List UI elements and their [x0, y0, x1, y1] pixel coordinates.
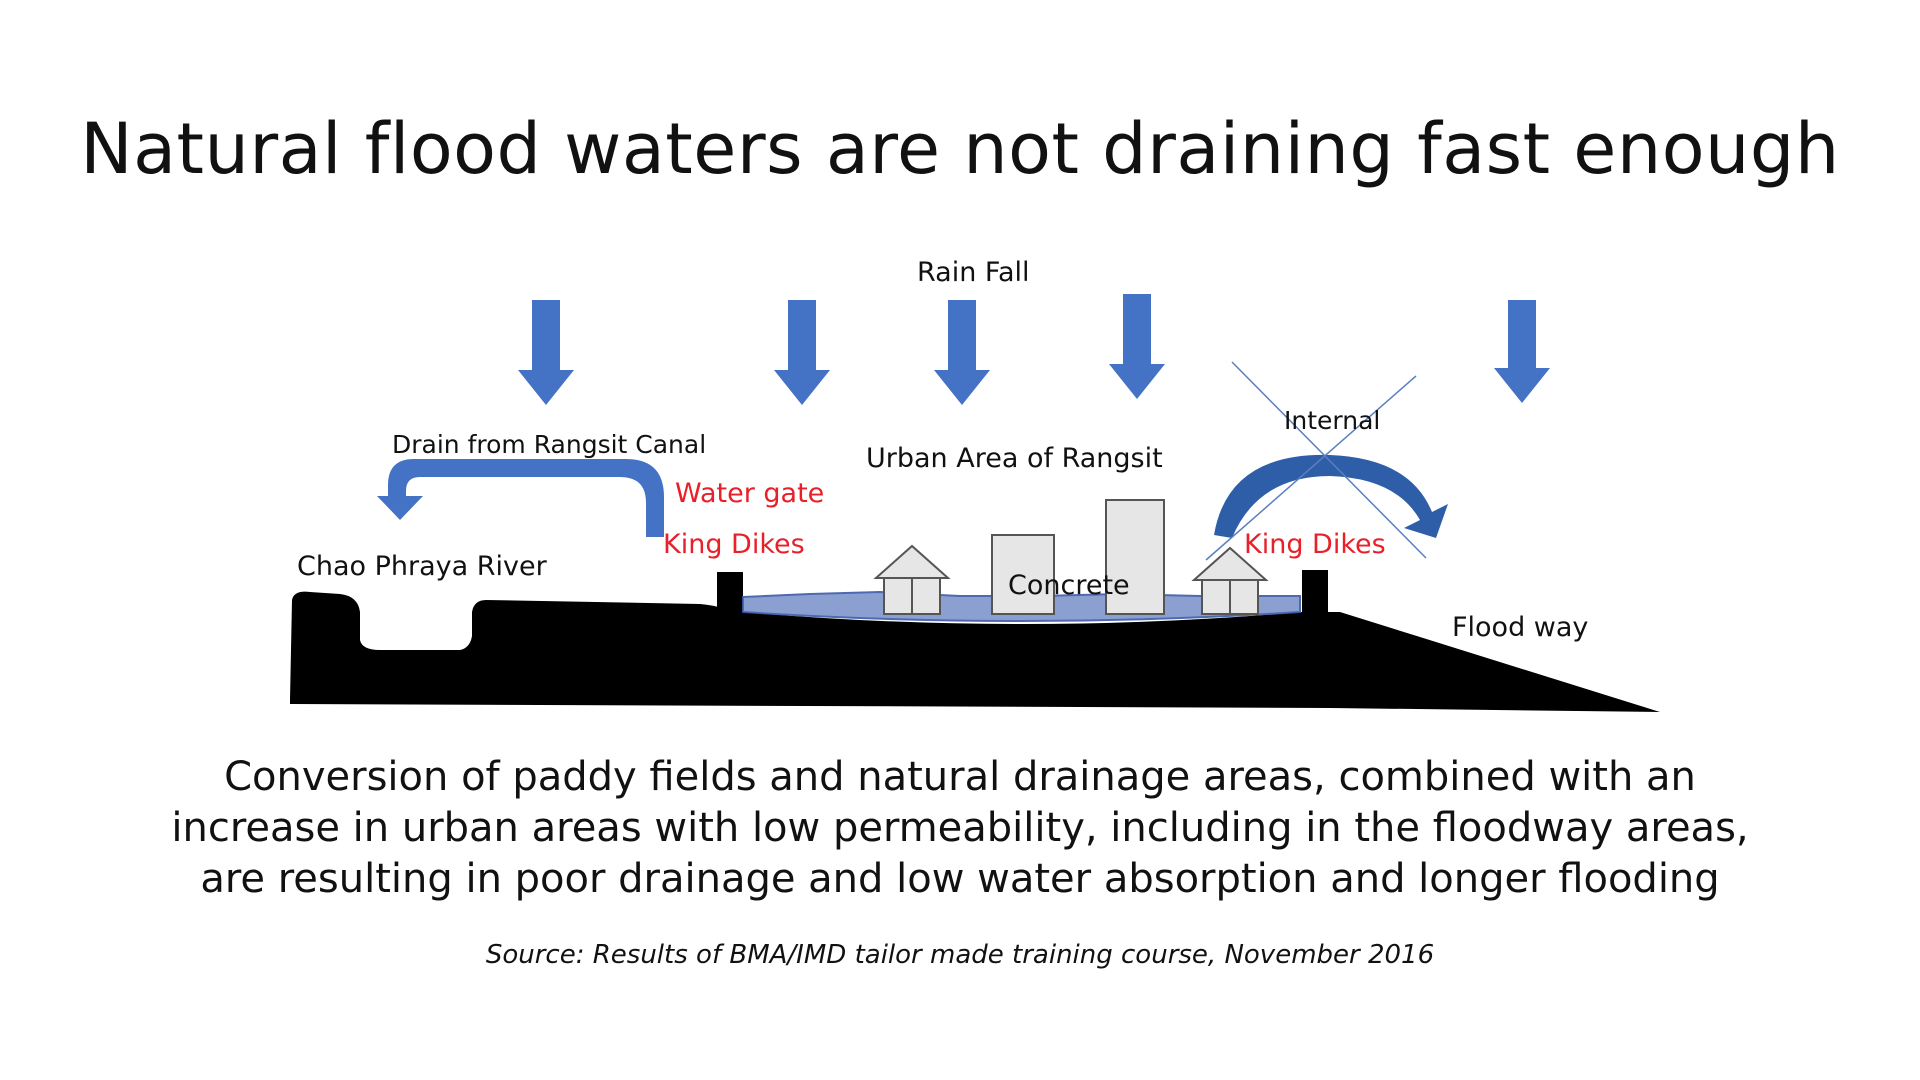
- house-icon: [876, 546, 948, 578]
- caption: [160, 752, 1760, 905]
- internal-curved-arrow-icon: [1214, 455, 1448, 538]
- flood-way-label: Flood way: [1452, 612, 1589, 643]
- urban-area-label: Urban Area of Rangsit: [866, 443, 1163, 474]
- king-dikes-right-label: King Dikes: [1244, 529, 1386, 560]
- caption-line: are resulting in poor drainage and low water absorption and longer flooding: [200, 856, 1720, 902]
- source-citation: Source: Results of BMA/IMD tailor made training course, November 2016: [485, 940, 1435, 970]
- rain-arrows: [518, 294, 1550, 405]
- king-dikes-left-label: King Dikes: [663, 529, 805, 560]
- rain-arrow-icon: [1109, 294, 1165, 399]
- rain-arrow-icon: [934, 300, 990, 405]
- concrete-label: Concrete: [1008, 570, 1130, 601]
- drain-label: Drain from Rangsit Canal: [392, 430, 707, 459]
- chao-phraya-label: Chao Phraya River: [297, 551, 547, 582]
- drain-arrow-icon: [377, 459, 664, 537]
- rain-arrow-icon: [518, 300, 574, 405]
- rain-arrow-icon: [1494, 300, 1550, 403]
- internal-label: Internal: [1284, 406, 1381, 435]
- caption-line: Conversion of paddy fields and natural drainage areas, combined with an: [224, 754, 1696, 800]
- right-king-dike: [1302, 570, 1328, 614]
- slide-title: Natural flood waters are not draining fast enough: [80, 108, 1840, 190]
- rain-fall-label: Rain Fall: [917, 257, 1030, 288]
- caption-line: increase in urban areas with low permeability, including in the floodway areas,: [171, 805, 1749, 851]
- rain-arrow-icon: [774, 300, 830, 405]
- left-king-dike: [717, 572, 743, 614]
- house-left: [876, 546, 948, 614]
- water-gate-label: Water gate: [675, 478, 825, 509]
